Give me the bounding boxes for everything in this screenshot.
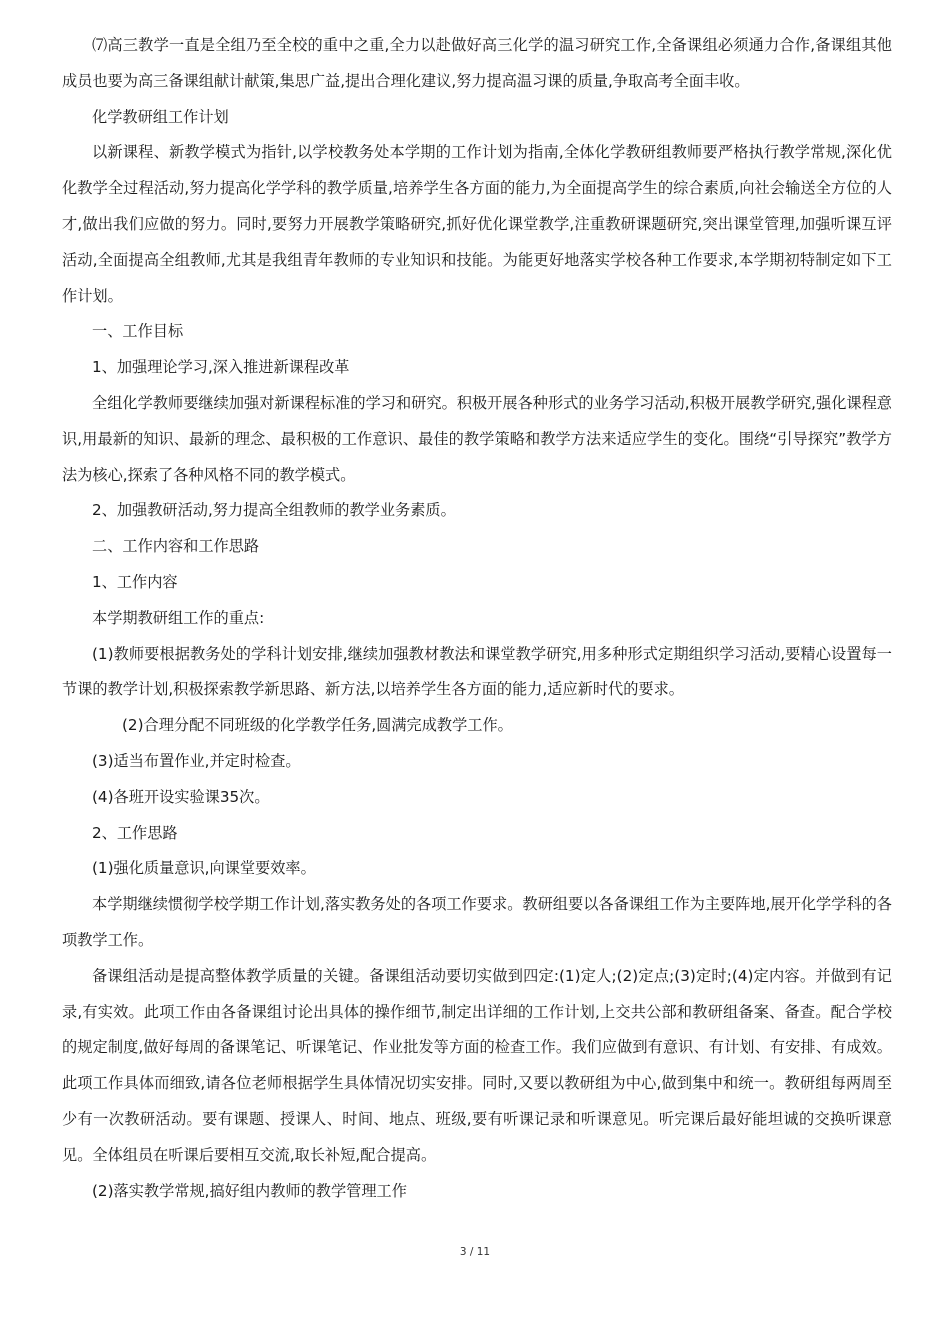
list-item-quality: (1)强化质量意识,向课堂要效率。 — [92, 859, 316, 878]
section-title-chemistry-plan: 化学教研组工作计划 — [92, 107, 229, 126]
document-body — [62, 28, 892, 1209]
list-item-4: (4)各班开设实验课35次。 — [92, 787, 270, 806]
paragraph-new-curriculum: 全组化学教师要继续加强对新课程标准的学习和研究。积极开展各种形式的业务学习活动,积极开展教学研究,强化课程意识,用最新的知识、最新的理念、最积极的工作意识、最佳的教学策略和教学方法来适应学生的变化。围绕“引导探究”教学方法为核心,探索了各种风格不同的教学模式。 — [62, 393, 892, 484]
heading-work-goals: 一、工作目标 — [92, 322, 184, 341]
list-item-2: (2)合理分配不同班级的化学教学任务,圆满完成教学工作。 — [122, 716, 513, 735]
heading-theory-study: 1、加强理论学习,深入推进新课程改革 — [92, 358, 350, 377]
paragraph-introduction: 以新课程、新教学模式为指针,以学校教务处本学期的工作计划为指南,全体化学教研组教师要严格执行教学常规,深化优化教学全过程活动,努力提高化学学科的教学质量,培养学生各方面的能力,为全面提高学生的综合素质,向社会输送全方位的人才,做出我们应做的努力。同时,要努力开展教学策略研究,抓好优化课堂教学,注重教研课题研究,突出课堂管理,加强听课互评活动,全面提高全组教师,尤其是我组青年教师的专业知识和技能。为能更好地落实学校各种工作要求,本学期初特制定如下工作计划。 — [62, 143, 892, 305]
heading-teaching-research: 2、加强教研活动,努力提高全组教师的教学业务素质。 — [92, 501, 456, 520]
paragraph-senior-three-teaching: ⑺高三教学一直是全组乃至全校的重中之重,全力以赴做好高三化学的温习研究工作,全备课组必须通力合作,备课组其他成员也要为高三备课组献计献策,集思广益,提出合理化建议,努力提高温习课的质量,争取高考全面丰收。 — [62, 36, 892, 90]
list-item-1: (1)教师要根据教务处的学科计划安排,继续加强教材教法和课堂教学研究,用多种形式定期组织学习活动,要精心设置每一节课的教学计划,积极探索教学新思路、新方法,以培养学生各方面的能力,适应新时代的要求。 — [62, 644, 892, 699]
list-item-3: (3)适当布置作业,并定时检查。 — [92, 751, 301, 770]
heading-work-ideas: 2、工作思路 — [92, 823, 178, 842]
page-number: 3 / 11 — [459, 1246, 491, 1258]
heading-work-content-ideas: 二、工作内容和工作思路 — [92, 537, 260, 556]
paragraph-key-points: 本学期教研组工作的重点: — [92, 608, 265, 627]
paragraph-semester-plan: 本学期继续惯彻学校学期工作计划,落实教务处的各项工作要求。教研组要以各备课组工作为主要阵地,展开化学学科的各项教学工作。 — [62, 895, 892, 949]
paragraph-lesson-group: 备课组活动是提高整体教学质量的关键。备课组活动要切实做到四定:(1)定人;(2)定点;(3)定时;(4)定内容。并做到有记录,有实效。此项工作由各备课组讨论出具体的操作细节,制定出详细的工作计划,上交共公部和教研组备案、备查。配合学校的规定制度,做好每周的备课笔记、听课笔记、作业批发等方面的检查工作。我们应做到有意识、有计划、有安排、有成效。此项工作具体而细致,请各位老师根据学生具体情况切实安排。同时,又要以教研组为中心,做到集中和统一。教研组每两周至少有一次教研活动。要有课题、授课人、时间、地点、班级,要有听课记录和听课意见。听完课后最好能坦诚的交换听课意见。全体组员在听课后要相互交流,取长补短,配合提高。 — [62, 966, 892, 1164]
heading-work-content: 1、工作内容 — [92, 572, 178, 591]
list-item-routine: (2)落实教学常规,搞好组内教师的教学管理工作 — [92, 1181, 407, 1200]
